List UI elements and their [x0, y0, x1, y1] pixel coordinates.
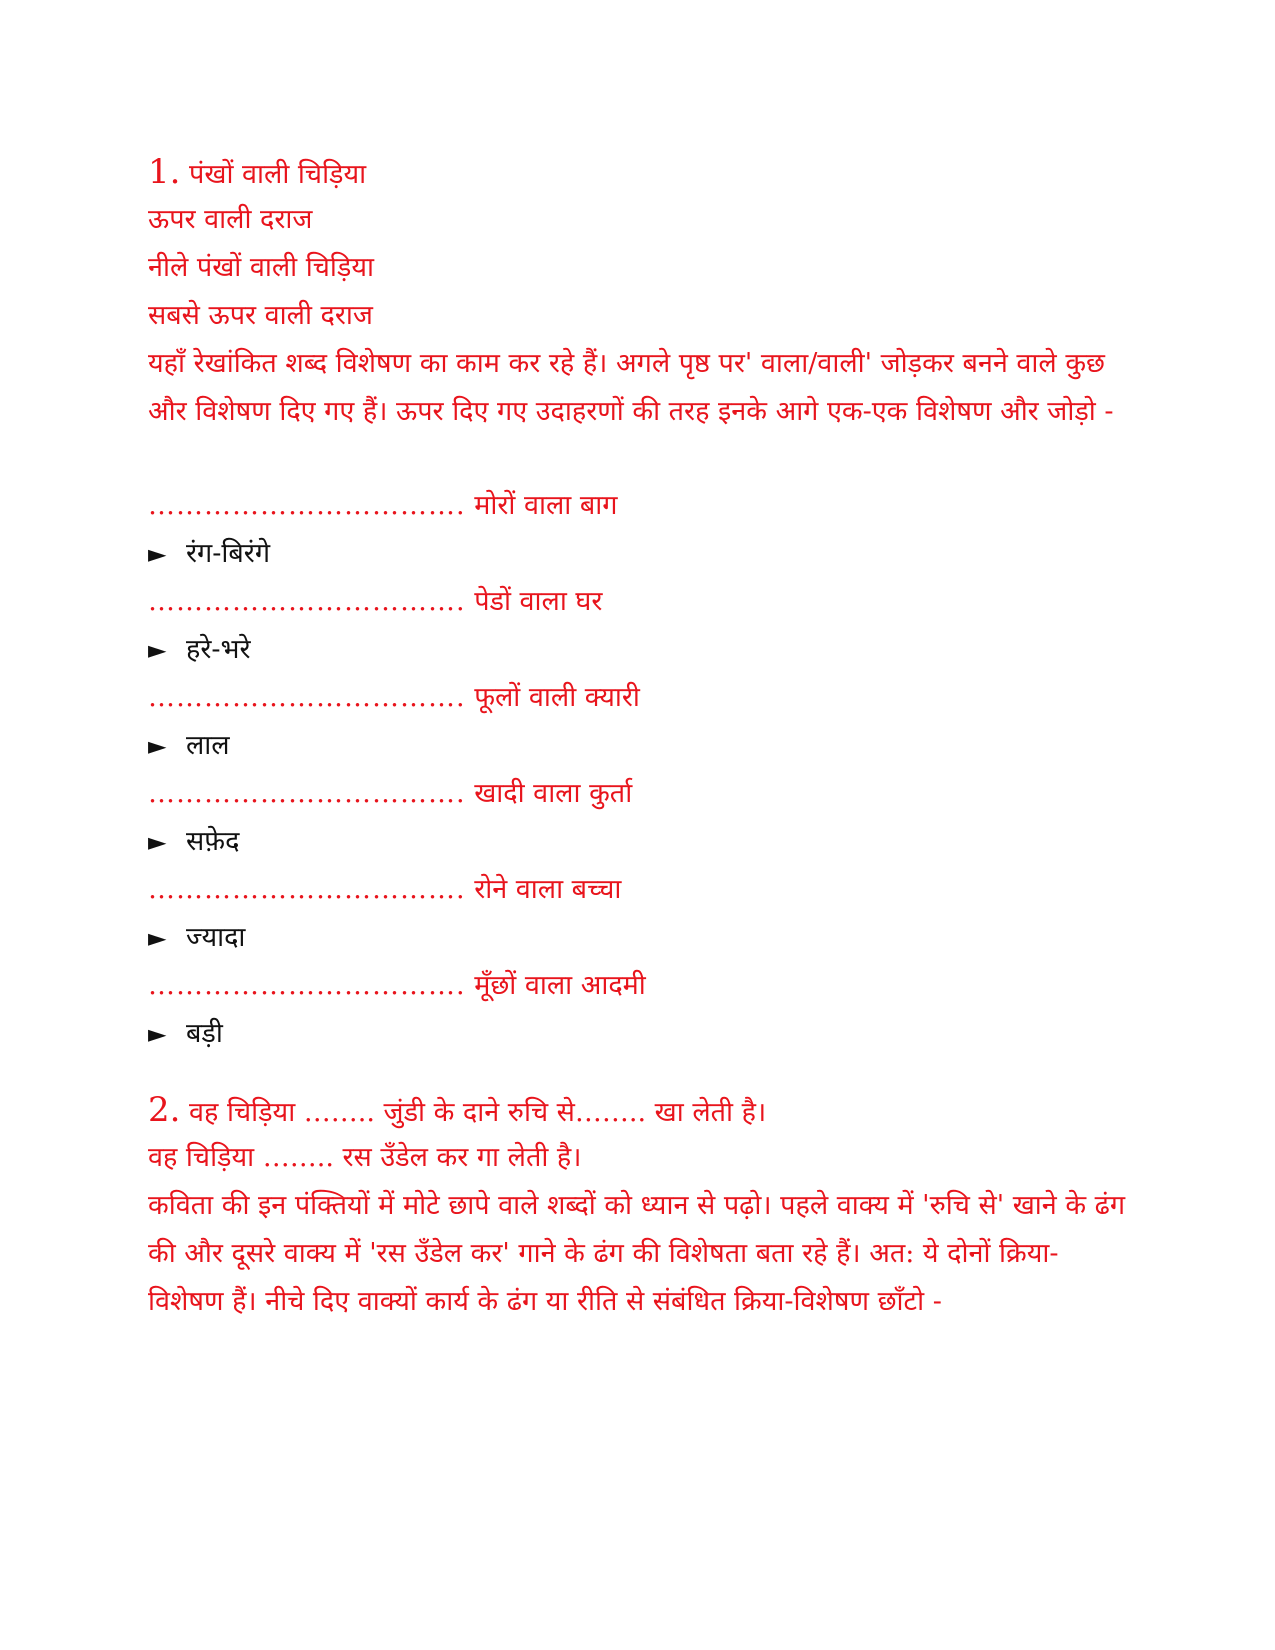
- answer-row: [148, 530, 1128, 578]
- play-arrow-icon: ►: [148, 636, 167, 664]
- section2-instructions: कविता की इन पंक्तियों में मोटे छापे वाले शब्दों को ध्यान से पढ़ो। पहले वाक्य में 'रुचि से' खाने के ढंग की और दूसरे वाक्य में 'रस उँडेल कर' गाने के ढंग की विशेषता बता रहे हैं। अत: ये दोनों क्रिया-विशेषण हैं। नीचे दिए वाक्यों कार्य के ढंग या रीति से संबंधित क्रिया-विशेषण छाँटो -: [148, 1190, 1126, 1317]
- section1-line-1: पंखों वाली चिड़िया: [189, 159, 367, 190]
- section1-line-3: नीले पंखों वाली चिड़िया: [148, 252, 374, 283]
- answer-row: [148, 1010, 1128, 1058]
- exercise-phrase: मोरों वाला बाग: [474, 490, 618, 521]
- exercise-phrase: रोने वाला बच्चा: [474, 874, 622, 905]
- answer-text: सफ़ेद: [186, 826, 240, 857]
- blank-line: …………………………….: [148, 778, 466, 809]
- answer-text: ज्यादा: [186, 922, 246, 953]
- answer-row: [148, 818, 1128, 866]
- answer-text: रंग-बिरंगे: [186, 538, 271, 569]
- exercise-row: [148, 866, 1128, 914]
- play-arrow-icon: ►: [148, 540, 167, 568]
- exercise-phrase: खादी वाला कुर्ता: [474, 778, 633, 809]
- exercise-phrase: मूँछों वाला आदमी: [474, 970, 646, 1001]
- section1-title: [148, 148, 1128, 196]
- document-page: [148, 148, 1128, 1326]
- section2-title: [148, 1086, 1128, 1134]
- exercise-row: [148, 962, 1128, 1010]
- section1-number: 1.: [148, 152, 181, 192]
- section1-instructions: यहाँ रेखांकित शब्द विशेषण का काम कर रहे हैं। अगले पृष्ठ पर' वाला/वाली' जोड़कर बनने वाले कुछ और विशेषण दिए गए हैं। ऊपर दिए गए उदाहरणों की तरह इनके आगे एक-एक विशेषण और जोड़ो -: [148, 348, 1114, 427]
- exercise-row: [148, 578, 1128, 626]
- section2-number: 2.: [148, 1090, 181, 1130]
- blank-line: …………………………….: [148, 970, 466, 1001]
- exercise-phrase: पेडों वाला घर: [474, 586, 603, 617]
- answer-row: [148, 626, 1128, 674]
- answer-row: [148, 914, 1128, 962]
- exercise-row: [148, 674, 1128, 722]
- section2-line-2: वह चिड़िया …….. रस उँडेल कर गा लेती है।: [148, 1142, 582, 1173]
- answer-text: लाल: [186, 730, 230, 761]
- spacer: [148, 436, 1128, 482]
- play-arrow-icon: ►: [148, 924, 167, 952]
- blank-line: …………………………….: [148, 586, 466, 617]
- blank-line: …………………………….: [148, 490, 466, 521]
- section1-line-4: सबसे ऊपर वाली दराज: [148, 300, 373, 331]
- answer-text: बड़ी: [186, 1018, 223, 1049]
- play-arrow-icon: ►: [148, 1020, 167, 1048]
- spacer: [148, 1058, 1128, 1086]
- section2-line-1: वह चिड़िया …….. जुंडी के दाने रुचि से…….. खा लेती है।: [189, 1097, 767, 1128]
- exercise-row: [148, 482, 1128, 530]
- play-arrow-icon: ►: [148, 732, 167, 760]
- blank-line: …………………………….: [148, 874, 466, 905]
- answer-row: [148, 722, 1128, 770]
- exercise-phrase: फूलों वाली क्यारी: [474, 682, 640, 713]
- exercise-list: [148, 482, 1128, 1058]
- play-arrow-icon: ►: [148, 828, 167, 856]
- answer-text: हरे-भरे: [186, 634, 251, 665]
- section1-line-2: ऊपर वाली दराज: [148, 204, 313, 235]
- blank-line: …………………………….: [148, 682, 466, 713]
- exercise-row: [148, 770, 1128, 818]
